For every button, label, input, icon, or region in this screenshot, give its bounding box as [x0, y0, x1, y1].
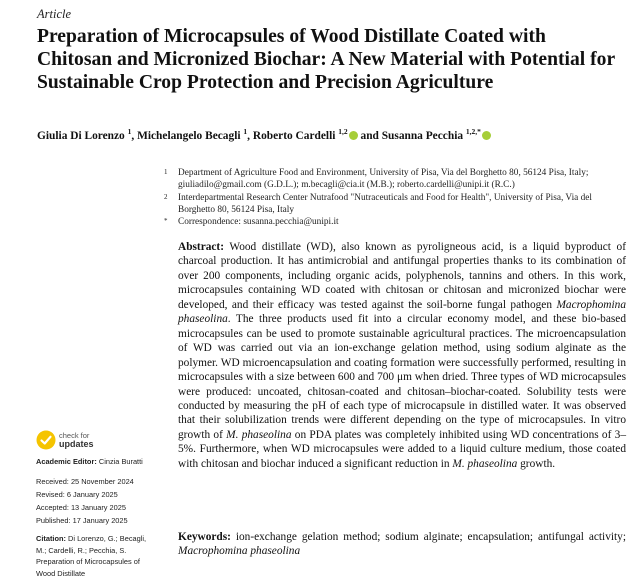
- author-name[interactable]: Michelangelo Becagli: [137, 129, 241, 142]
- affiliation-number: 2: [164, 193, 168, 201]
- revised-label: Revised:: [36, 490, 65, 499]
- keywords-text: [178, 531, 626, 557]
- affiliation-number: *: [164, 217, 168, 225]
- received-value: 25 November 2024: [70, 477, 134, 486]
- editor-name: Cinzia Buratti: [98, 457, 143, 466]
- accepted-label: Accepted:: [36, 503, 69, 512]
- revised-value: 6 January 2025: [66, 490, 118, 499]
- author-name[interactable]: Susanna Pecchia: [381, 129, 464, 142]
- published-date: [36, 516, 128, 525]
- check-updates-line2: updates: [59, 439, 94, 449]
- check-updates-text: [59, 432, 94, 449]
- author-separator: ,: [131, 129, 138, 142]
- author-affiliation-sup: 1: [127, 127, 132, 136]
- citation-text: Di Lorenzo, G.; Becagli, M.; Cardelli, R.; Pecchia, S. Preparation of Microcapsules of Wood Distillate: [36, 534, 147, 578]
- abstract: [178, 240, 626, 471]
- accepted-date: [36, 503, 126, 512]
- received-date: [36, 477, 134, 486]
- published-label: Published:: [36, 516, 71, 525]
- text-segment: growth.: [517, 457, 556, 470]
- article-type-label: Article: [37, 7, 72, 21]
- check-updates-line1: check for: [59, 430, 90, 440]
- author-name[interactable]: Giulia Di Lorenzo: [37, 129, 125, 142]
- check-for-updates-badge[interactable]: [36, 430, 94, 450]
- citation: [36, 533, 156, 579]
- author-list: [37, 127, 632, 142]
- species-name: Macrophomina phaseolina: [178, 545, 301, 558]
- orcid-icon[interactable]: [349, 131, 358, 140]
- correspondence-text: Correspondence: susanna.pecchia@unipi.it: [178, 217, 339, 227]
- orcid-icon[interactable]: [482, 131, 491, 140]
- editor-label: Academic Editor:: [36, 457, 97, 466]
- author-separator: ,: [247, 129, 253, 142]
- author-affiliation-sup: 1,2,*: [465, 127, 481, 136]
- published-value: 17 January 2025: [72, 516, 128, 525]
- text-segment: ion-exchange gelation method; sodium alginate; encapsulation; antifungal activity;: [235, 531, 626, 543]
- text-segment: Wood distillate (WD), also known as pyroligneous acid, is a liquid byproduct of charcoal production. It has antimicrobial and antifungal properties thanks to its combination of over 200 components, including organic acids, polyphenols, tannins and others. In this work, microcapsules containing WD coated with chitosan or chitosan and micronized biochar were developed, and their efficacy was tested against the soil-borne fungal pathogen: [178, 241, 626, 311]
- species-name: M. phaseolina: [226, 428, 292, 441]
- abstract-label: Abstract:: [178, 241, 224, 253]
- author-affiliation-sup: 1: [243, 127, 248, 136]
- affiliation-text: Department of Agriculture Food and Environment, University of Pisa, Via del Borghetto 80, 56124 Pisa, Italy; giuliadilo@gmail.com (G.D.L.); m.becagli@cia.it (M.B.); roberto.cardelli@unipi.it (R.C.): [178, 168, 589, 190]
- affiliation-text: Interdepartmental Research Center Nutrafood "Nutraceuticals and Food for Health", University of Pisa, Via del Borghetto 80, 56124 Pisa, Italy: [178, 193, 592, 215]
- paper-title: Preparation of Microcapsules of Wood Distillate Coated with Chitosan and Micronized Biochar: A New Material with Potential for Sustainable Crop Protection and Precision Agriculture: [37, 26, 615, 93]
- text-segment: . The three products used fit into a circular economy model, and these bio-based microcapsules can be used to promote sustainable agricultural practices. The microencapsulation of WD was carried out via an ion-exchange gelation method, using sodium alginate as the polymer. WD microencapsulation and coating formation were successfully performed, resulting in microcapsules with a size between 600 and 700 μm when dried. Three types of WD microcapsules were produced: uncoated, chitosan-coated and chitosan–biochar-coated. Solubility tests were conducted by measuring the pH of each type of microcapsule in distilled water. It was observed that their solubilization trends were different depending on the type of microcapsules. In vitro growth of: [178, 313, 626, 441]
- affiliation-2: [164, 192, 628, 216]
- received-label: Received:: [36, 477, 69, 486]
- author-name[interactable]: Roberto Cardelli: [252, 129, 336, 142]
- affiliation-number: 1: [164, 168, 168, 176]
- species-name: Macrophomina phaseolina: [178, 298, 626, 326]
- abstract-text: [178, 241, 626, 470]
- author-affiliation-sup: 1,2: [338, 127, 348, 136]
- affiliation-1: [164, 167, 628, 191]
- species-name: M. phaseolina: [452, 457, 518, 470]
- citation-label: Citation:: [36, 534, 66, 543]
- academic-editor: [36, 457, 143, 466]
- correspondence: [164, 216, 628, 228]
- author-separator: and: [357, 129, 382, 142]
- revised-date: [36, 490, 118, 499]
- text-segment: on PDA plates was completely inhibited using WD concentrations of 3–5%. Furthermore, when WD microcapsules were added to a liquid culture medium, those coated with chitosan and biochar induced a significant reduction in: [178, 428, 626, 470]
- keywords-label: Keywords:: [178, 531, 231, 543]
- check-updates-icon: [36, 430, 56, 450]
- accepted-value: 13 January 2025: [70, 503, 126, 512]
- keywords: [178, 530, 626, 559]
